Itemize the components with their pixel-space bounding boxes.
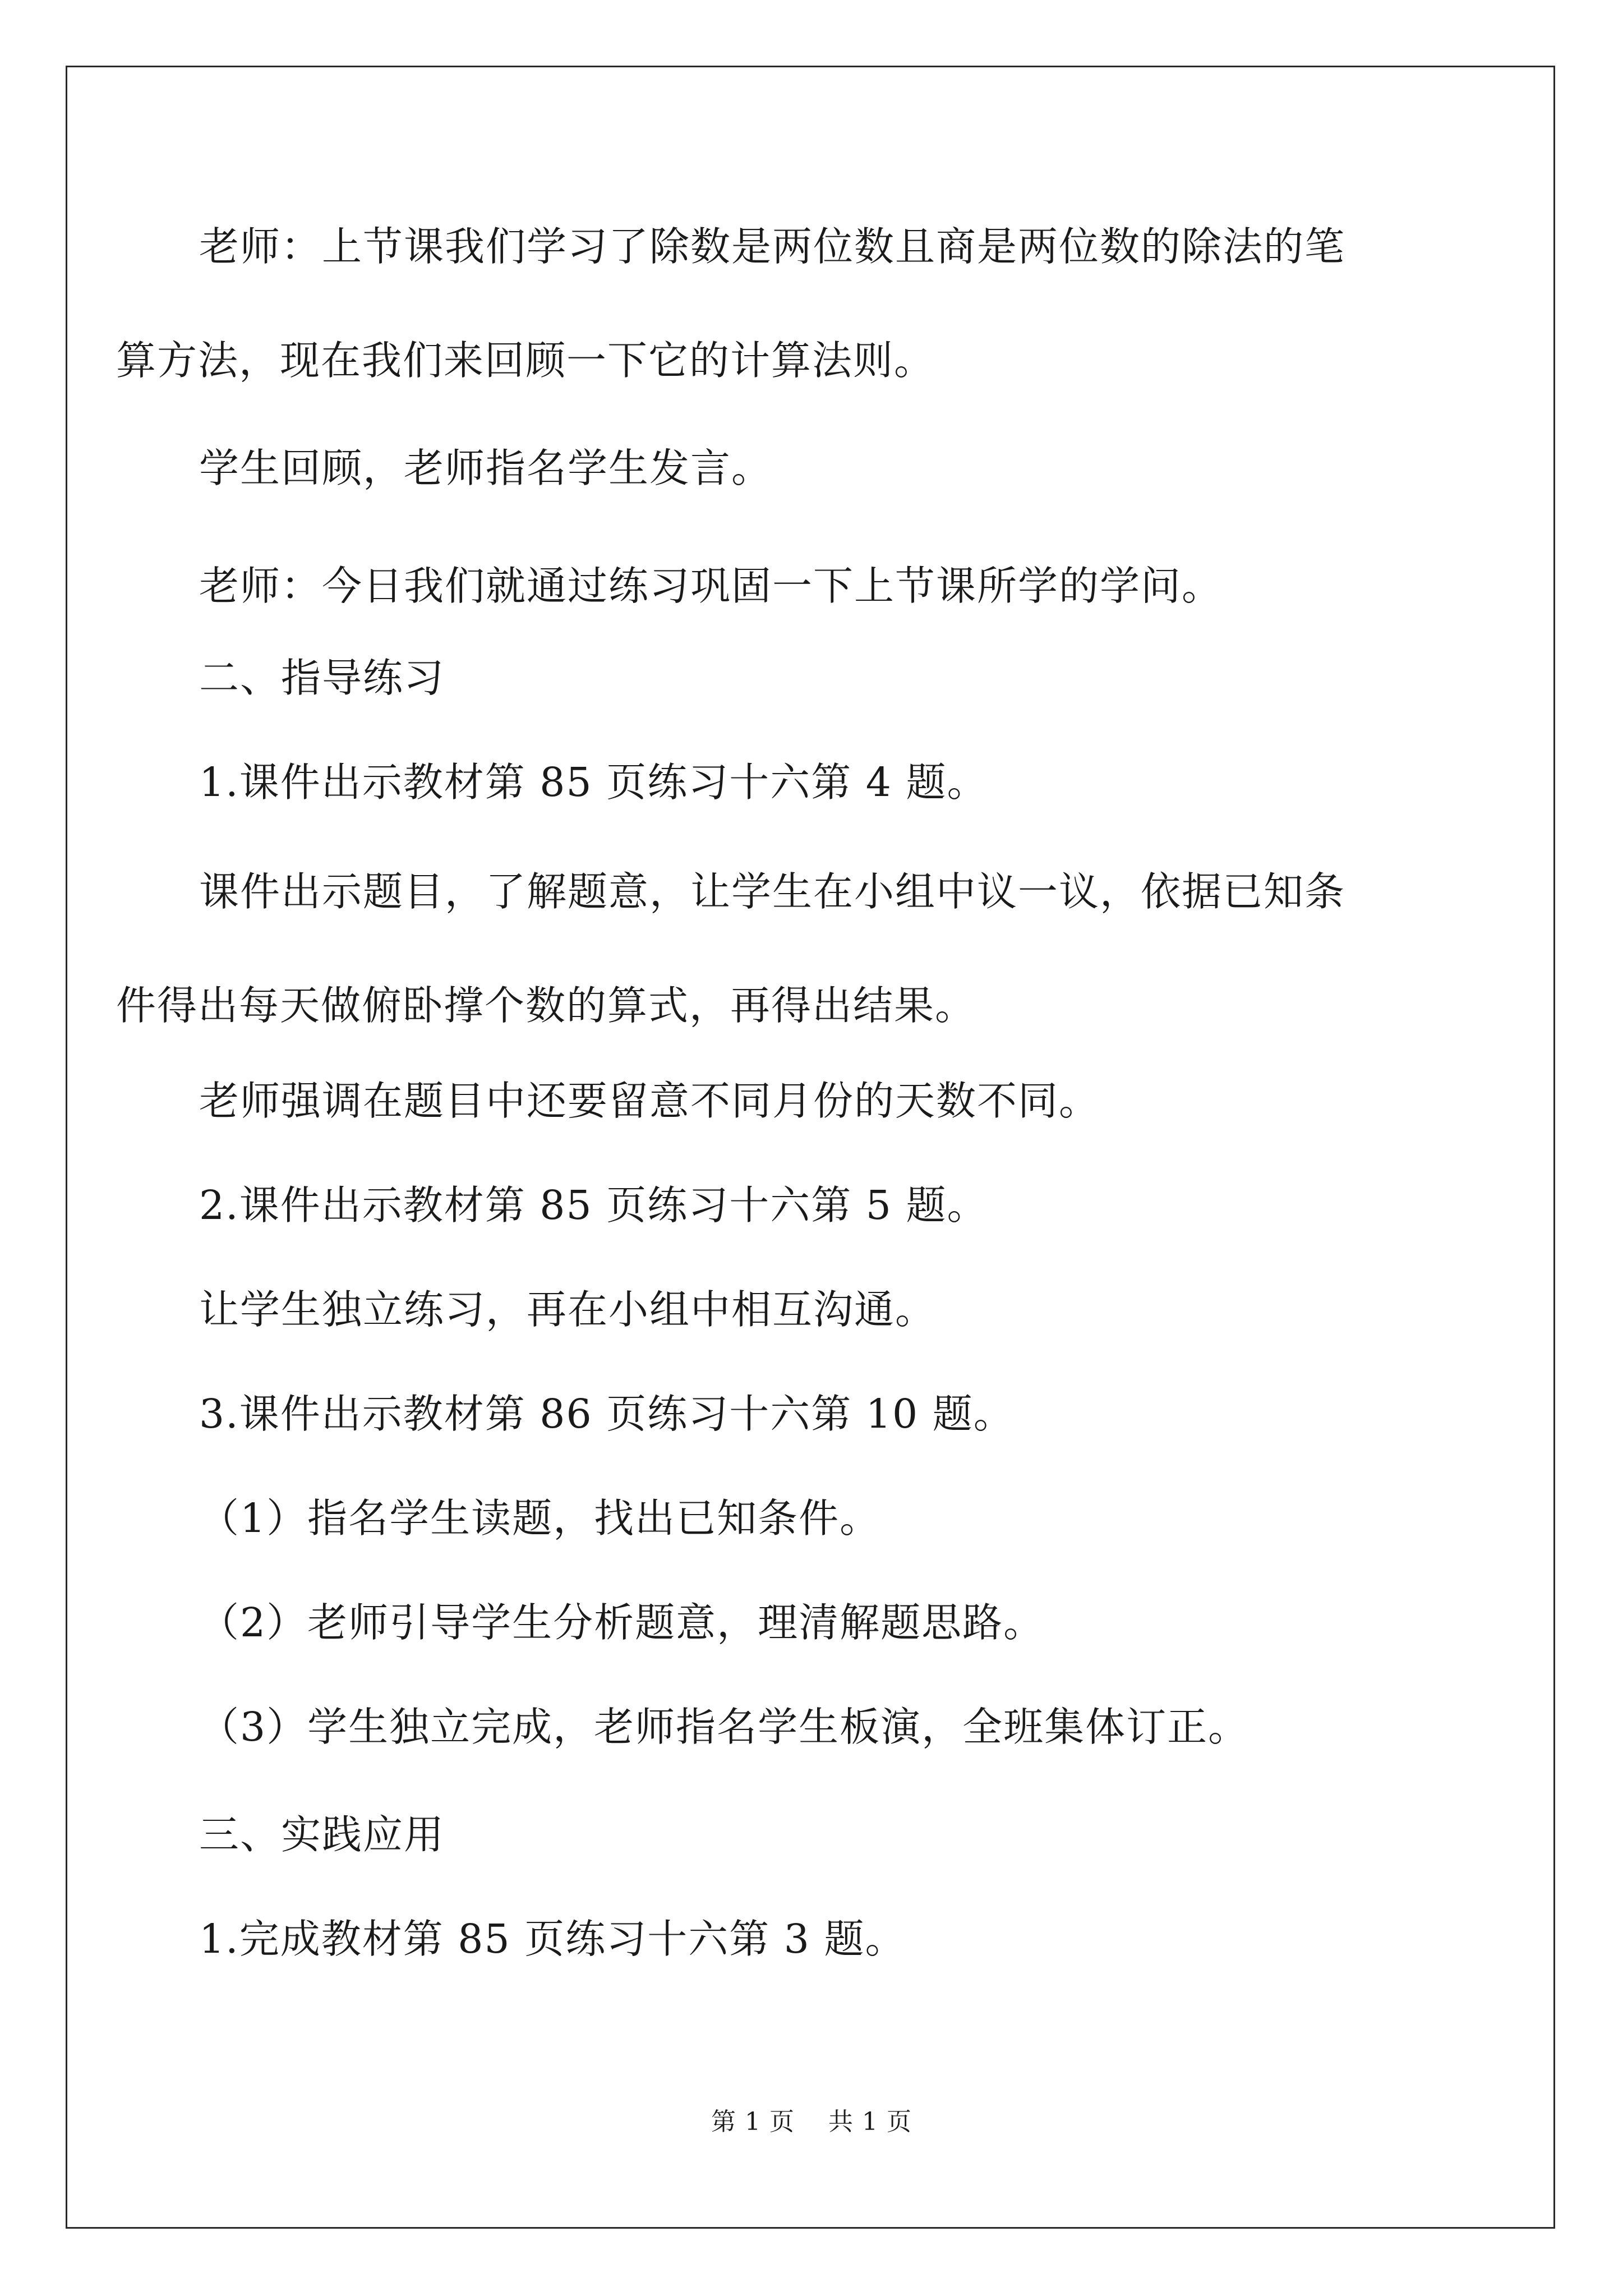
paragraph-student-review [199, 443, 772, 494]
paragraph-line: （2）老师引导学生分析题意，理清解题思路。 [199, 1599, 1045, 1646]
paragraph-teacher-review [116, 222, 1346, 386]
paragraph-line: 老师：今日我们就通过练习巩固一下上节课所学的学问。 [199, 563, 1223, 609]
paragraph-line: 件得出每天做俯卧撑个数的算式，再得出结果。 [116, 982, 976, 1029]
sub-item-1 [199, 1493, 880, 1544]
paragraph-line: 1.课件出示教材第 85 页练习十六第 4 题。 [199, 759, 988, 806]
list-item-3 [199, 1389, 1015, 1439]
paragraph-line: 1.完成教材第 85 页练习十六第 3 题。 [199, 1916, 906, 1962]
list-item-2 [199, 1180, 988, 1231]
paragraph-line: （3）学生独立完成，老师指名学生板演，全班集体订正。 [199, 1704, 1249, 1750]
paragraph-line: 2.课件出示教材第 85 页练习十六第 5 题。 [199, 1182, 988, 1228]
sub-item-2 [199, 1598, 1044, 1648]
section-heading: 二、指导练习 [199, 655, 445, 701]
paragraph-line: 学生回顾，老师指名学生发言。 [199, 445, 773, 491]
paragraph-line: 算方法，现在我们来回顾一下它的计算法则。 [116, 337, 935, 384]
section-heading-practical-application [199, 1810, 445, 1860]
paragraph-line: 课件出示题目，了解题意，让学生在小组中议一议，依据已知条 [199, 868, 1346, 915]
paragraph-independent-practice [199, 1285, 936, 1335]
sub-item-3 [199, 1702, 1249, 1752]
paragraph-line: 让学生独立练习，再在小组中相互沟通。 [199, 1286, 937, 1333]
paragraph-line: 老师强调在题目中还要留意不同月份的天数不同。 [199, 1078, 1100, 1124]
page-footer: 第 1 页 共 1 页 [711, 2108, 912, 2136]
paragraph-line: 3.课件出示教材第 86 页练习十六第 10 题。 [199, 1391, 1015, 1437]
paragraph-teacher-emphasis [199, 1076, 1100, 1126]
section-heading: 三、实践应用 [199, 1811, 445, 1858]
paragraph-line: （1）指名学生读题，找出已知条件。 [199, 1495, 881, 1542]
paragraph-courseware-question [116, 867, 1346, 1031]
paragraph-teacher-practice [199, 561, 1223, 611]
list-item-1 [199, 757, 988, 808]
paragraph-line: 老师：上节课我们学习了除数是两位数且商是两位数的除法的笔 [199, 223, 1346, 270]
list-item-complete [199, 1914, 906, 1964]
section-heading-guided-practice [199, 653, 445, 703]
page-border [66, 66, 1555, 2229]
